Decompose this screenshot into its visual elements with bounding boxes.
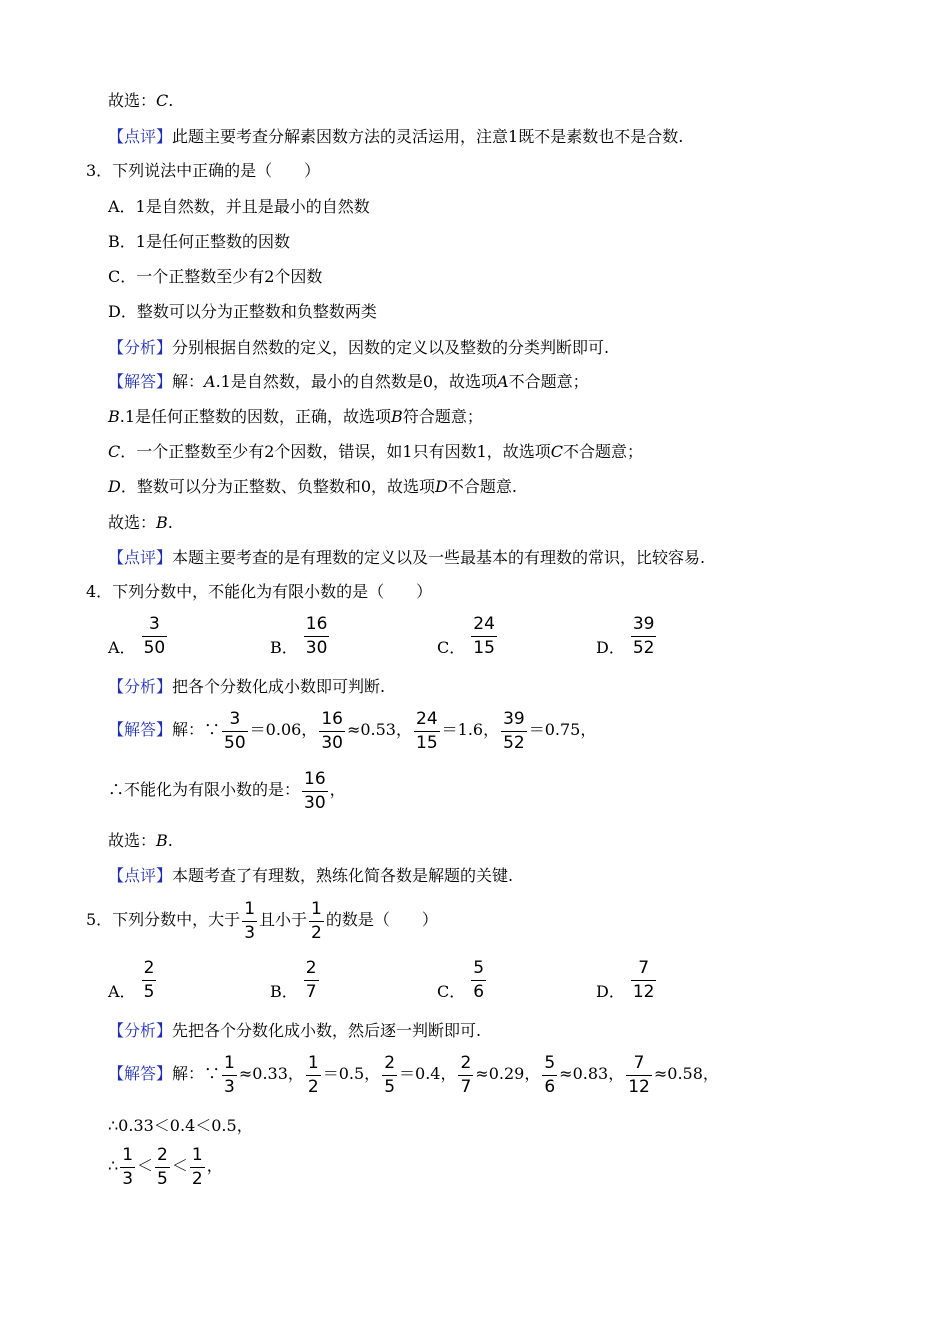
q3-option-d: D．整数可以分为正整数和负整数两类 xyxy=(108,302,377,321)
q3-answer: 故选：B. xyxy=(108,513,173,532)
q4-option-d: D． $\frac{39}{52}$ xyxy=(596,614,655,658)
q4-option-c: C． $\frac{24}{15}$ xyxy=(437,614,495,658)
q2-comment: 【点评】此题主要考查分解素因数方法的灵活运用，注意1既不是素数也不是合数. xyxy=(108,127,684,146)
fraction: $\frac{2}{5}$ xyxy=(143,958,155,1002)
q5-option-d: D． $\frac{7}{12}$ xyxy=(596,958,655,1002)
q3-option-c: C．一个正整数至少有2个因数 xyxy=(108,267,323,286)
q4-option-b: B． $\frac{16}{30}$ xyxy=(270,614,328,658)
q3-analysis: 【分析】分别根据自然数的定义，因数的定义以及整数的分类判断即可. xyxy=(108,338,610,357)
fraction: $\frac{2}{5}$ xyxy=(384,1052,396,1097)
q5-solution: 【解答】解：∵ $\frac{1}{3}$ ≈0.33， $\frac{1}{2}$ ＝0.5， $\frac{2}{5}$ ＝0.4， $\frac{2}{7}$ ≈0.29， $\frac{5}{6}$ ≈0.83， $\frac{7}{12}$ ≈0.58， xyxy=(108,1052,719,1097)
fraction: $\frac{1}{3}$ xyxy=(224,1052,235,1097)
fraction: $\frac{1}{3}$ xyxy=(122,1144,134,1189)
solution-tag: 【解答】 xyxy=(108,1064,173,1083)
q3-solution-line-1: 【解答】解：A.1是自然数，最小的自然数是0，故选项A不合题意； xyxy=(108,372,589,391)
q3-option-a: A．1是自然数，并且是最小的自然数 xyxy=(108,197,370,216)
analysis-tag: 【分析】 xyxy=(108,1021,173,1040)
fraction: $\frac{16}{30}$ xyxy=(304,768,326,813)
q4-answer: 故选：B. xyxy=(108,831,173,850)
q4-comment: 【点评】本题考查了有理数，熟练化简各数是解题的关键. xyxy=(108,866,514,885)
fraction: $\frac{3}{50}$ xyxy=(143,614,166,658)
q3-comment: 【点评】本题主要考查的是有理数的定义以及一些最基本的有理数的常识，比较容易. xyxy=(108,548,706,567)
fraction: $\frac{24}{15}$ xyxy=(473,614,495,658)
fraction: $\frac{39}{52}$ xyxy=(632,614,655,658)
q4-option-a: A． $\frac{3}{50}$ xyxy=(108,614,166,658)
analysis-tag: 【分析】 xyxy=(108,338,173,357)
fraction: $\frac{16}{30}$ xyxy=(305,614,328,658)
comment-tag: 【点评】 xyxy=(108,548,173,567)
q5-final: ∴ $\frac{1}{3}$ ＜ $\frac{2}{5}$ ＜ $\frac{1}{2}$ ， xyxy=(108,1144,223,1189)
fraction: $\frac{7}{12}$ xyxy=(628,1052,650,1097)
fraction: $\frac{2}{7}$ xyxy=(305,958,317,1002)
fraction: $\frac{3}{50}$ xyxy=(224,708,246,753)
q3-stem: 3．下列说法中正确的是（ ） xyxy=(86,161,321,180)
q5-stem: 5．下列分数中，大于 $\frac{1}{3}$ 且小于 $\frac{1}{2}$ 的数是（ ） xyxy=(86,898,438,943)
q3-solution-line-2: B.1是任何正整数的因数，正确，故选项B符合题意； xyxy=(108,407,483,426)
q4-conclusion: ∴不能化为有限小数的是： $\frac{16}{30}$ ， xyxy=(108,768,346,813)
solution-tag: 【解答】 xyxy=(108,720,173,739)
fraction: $\frac{2}{5}$ xyxy=(157,1144,168,1189)
fraction: $\frac{1}{3}$ xyxy=(244,898,256,943)
q5-option-c: C． $\frac{5}{6}$ xyxy=(437,958,485,1002)
comment-tag: 【点评】 xyxy=(108,866,173,885)
q5-analysis: 【分析】先把各个分数化成小数，然后逐一判断即可. xyxy=(108,1021,482,1040)
fraction: $\frac{5}{6}$ xyxy=(544,1052,556,1097)
fraction: $\frac{16}{30}$ xyxy=(321,708,343,753)
analysis-tag: 【分析】 xyxy=(108,677,173,696)
fraction: $\frac{1}{2}$ xyxy=(307,1052,319,1097)
fraction: $\frac{5}{6}$ xyxy=(473,958,485,1002)
q4-analysis: 【分析】把各个分数化成小数即可判断. xyxy=(108,677,386,696)
fraction: $\frac{39}{52}$ xyxy=(503,708,525,753)
q5-compare: ∴0.33＜0.4＜0.5， xyxy=(108,1116,253,1135)
q4-stem: 4．下列分数中，不能化为有限小数的是（ ） xyxy=(86,582,433,601)
q3-solution-line-3: C．一个正整数至少有2个因数，错误，如1只有因数1，故选项C不合题意； xyxy=(108,442,644,461)
fraction: $\frac{24}{15}$ xyxy=(416,708,438,753)
q2-answer: 故选：C. xyxy=(108,91,174,110)
fraction: $\frac{1}{2}$ xyxy=(191,1144,203,1189)
q3-solution-line-4: D．整数可以分为正整数、负整数和0，故选项D不合题意. xyxy=(108,477,517,496)
fraction: $\frac{7}{12}$ xyxy=(632,958,655,1002)
q3-option-b: B．1是任何正整数的因数 xyxy=(108,232,290,251)
fraction: $\frac{1}{2}$ xyxy=(311,898,322,943)
solution-tag: 【解答】 xyxy=(108,372,173,391)
q5-option-b: B． $\frac{2}{7}$ xyxy=(270,958,317,1002)
q5-option-a: A． $\frac{2}{5}$ xyxy=(108,958,155,1002)
fraction: $\frac{2}{7}$ xyxy=(460,1052,472,1097)
q4-solution: 【解答】解：∵ $\frac{3}{50}$ ＝0.06， $\frac{16}{30}$ ≈0.53， $\frac{24}{15}$ ＝1.6， $\frac{39}{52}$ ＝0.75， xyxy=(108,708,597,753)
comment-tag: 【点评】 xyxy=(108,127,173,146)
